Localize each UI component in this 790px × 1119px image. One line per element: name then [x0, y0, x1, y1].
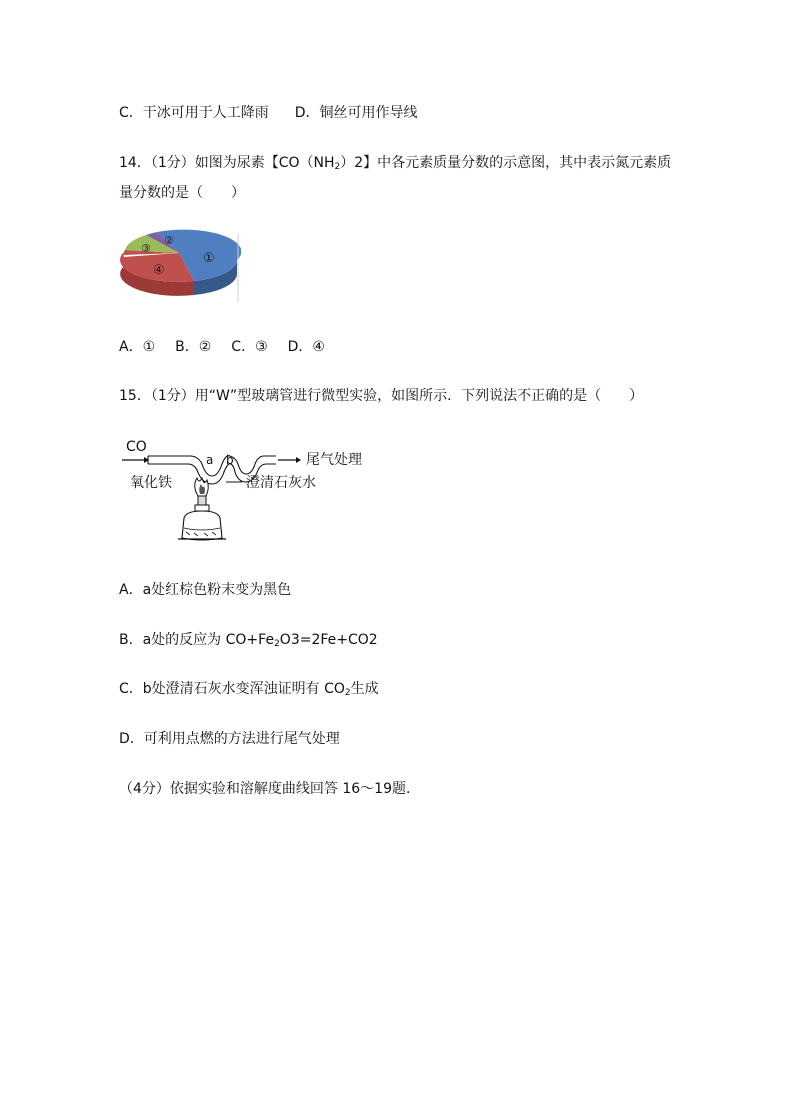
pie-label-3: ③ [141, 242, 151, 255]
section-instruction: （4分）依据实验和溶解度曲线回答 16～19题． [119, 781, 420, 797]
w-tube-apparatus-diagram [118, 434, 378, 546]
q13-options-cd [119, 104, 418, 122]
label-a: a [206, 453, 214, 467]
q13-option-d: D．铜丝可用作导线 [294, 105, 418, 121]
alcohol-lamp-icon [182, 511, 222, 540]
q15-option-b: B．a处的反应为 $CO+Fe_2O3=2Fe+CO2$ [119, 632, 378, 649]
q14-stem-line2: 量分数的是（ ） [119, 185, 245, 201]
q15-option-a: A．a处红棕色粉末变为黑色 [119, 582, 292, 598]
iron-oxide-label: 氧化铁 [130, 475, 172, 491]
co-label: CO [126, 439, 147, 455]
tail-gas-label: 尾气处理 [306, 452, 362, 468]
pie-label-1: ① [203, 251, 215, 266]
pie-label-4: ④ [153, 263, 165, 278]
q15-option-c: C．b处澄清石灰水变浑浊证明有 $CO_2$生成 [119, 681, 379, 698]
q13-option-c: C．干冰可用于人工降雨 [119, 105, 269, 121]
q15-stem: 15．（1分）用“W”型玻璃管进行微型实验，如图所示．下列说法不正确的是（ ） [119, 388, 644, 404]
q15-option-d: D．可利用点燃的方法进行尾气处理 [119, 731, 340, 747]
pie-label-2: ② [164, 234, 174, 247]
q14-option-b: B．② [175, 339, 212, 355]
q14-stem-line1: 14．（1分）如图为尿素【$CO(NH_2)2$】中各元素质量分数的示意图，其中表示氮元素质 [119, 155, 672, 172]
q14-option-d: D．④ [287, 339, 325, 355]
q14-option-c: C．③ [231, 339, 268, 355]
q14-option-a: A．① [119, 339, 156, 355]
q14-options [119, 338, 325, 356]
label-b: b [226, 453, 234, 467]
urea-mass-fraction-pie [119, 224, 241, 304]
limewater-label: 澄清石灰水 [246, 475, 316, 491]
